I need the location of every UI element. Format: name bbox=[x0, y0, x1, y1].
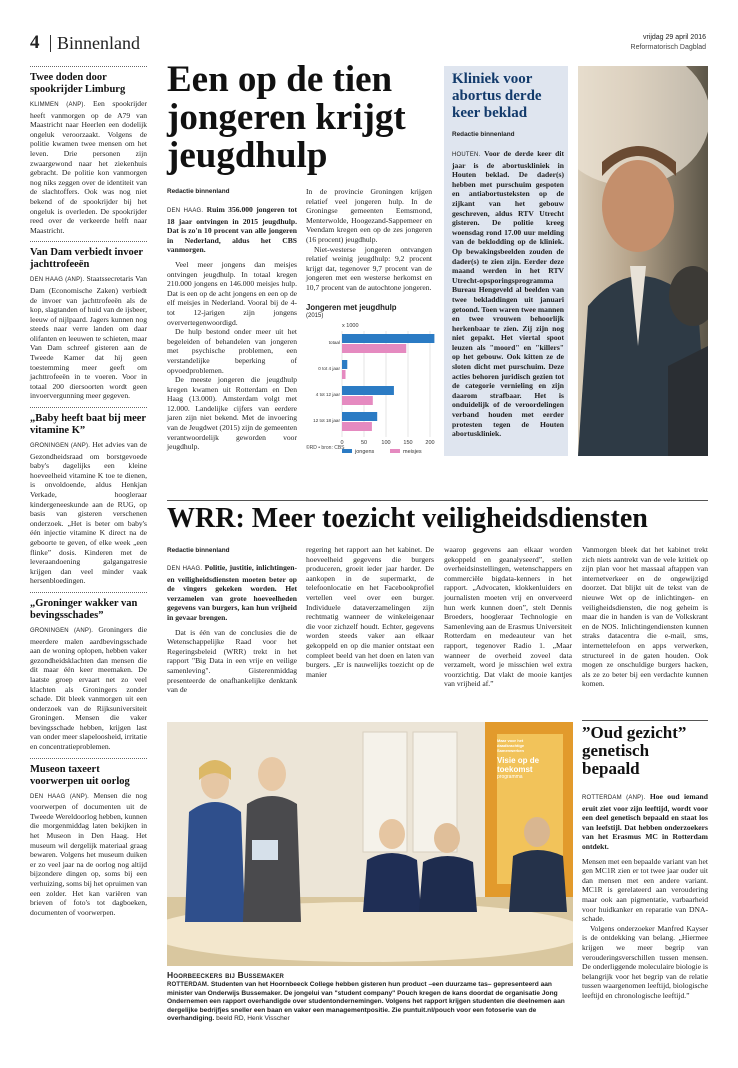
chart-category-label: totaal bbox=[328, 340, 340, 345]
banner-line: daadkrachtige bbox=[497, 743, 525, 748]
chart-tick-label: 50 bbox=[360, 440, 368, 446]
divider bbox=[50, 35, 51, 52]
face-text bbox=[582, 792, 708, 1000]
main-article-col2 bbox=[306, 187, 432, 293]
abortion-headline: Kliniek voor abortus derde keer beklad bbox=[452, 71, 542, 121]
sidebar-rule bbox=[30, 407, 147, 408]
chart-bar-jongens bbox=[342, 412, 377, 421]
sidebar-item bbox=[30, 72, 147, 235]
wrr-paragraph: waarop gegevens aan elkaar worden gekoppeld en geanalyseerd”, stellen overheidsinstellingen, wetenschappers en commerciële bigdata-kenners in het rapport. „Advocaten, klokkenluiders en journalisten moeten vrij en onverveerd hun werk kunnen doen”, stelt Dennis Broeders, hoogleraar Technologie en Samenleving aan de Erasmus Universiteit Rotterdam en medeauteur van het rapport, tegenover Radio 1. „Maar wanneer de overheid zoveel data verzamelt, word je misschien wel extra voorzichtig. Dat vlakt de mooie kantjes van vrijheid af.” bbox=[444, 545, 572, 689]
chart-unit-label: x 1000 bbox=[342, 323, 359, 329]
sidebar-dateline: DEN HAAG (ANP). bbox=[30, 277, 85, 284]
sidebar-rule bbox=[30, 241, 147, 242]
portrait-image bbox=[578, 66, 708, 456]
face-headline: ”Oud gezicht” genetisch bepaald bbox=[582, 723, 687, 778]
sidebar-item bbox=[30, 764, 147, 918]
sidebar-rule bbox=[30, 66, 147, 67]
sidebar-rule bbox=[30, 758, 147, 759]
banner-line: Maar voor het bbox=[497, 738, 524, 743]
chart-bar-meisjes bbox=[342, 422, 372, 431]
chart-tick-label: 100 bbox=[381, 440, 391, 446]
wrr-lead: Politie, justitie, inlichtingen- en veiligheidsdiensten moeten beter op de vingers gekeken worden. Het verzamelen van grote hoeveelheden gegevens van burgers, kan hun vrijheid in gevaar brengen. bbox=[167, 563, 298, 622]
page-header bbox=[30, 32, 706, 56]
sidebar-headline: Twee doden door spookrijder Limburg bbox=[30, 72, 126, 95]
chart-category-label: 4 tot 12 jaar bbox=[315, 392, 340, 397]
chart-plot bbox=[306, 321, 435, 455]
sidebar-headline: „Groninger wakker van bevingsschades” bbox=[30, 597, 138, 621]
abortion-lead: Voor de derde keer dit jaar is de abortuskliniek in Houten beklad. De dader(s) hebben met purschuim gespoten en antiabortusteksten op de zijkant van het gebouw geschreven, aldus RTV Utrecht gisteren. De politie kreeg woensdag rond 17.00 uur melding van de beklodding op de kliniek. Op bewakingsbeelden zouden de dader(s) te zien zijn. Eerder deze maand werden in het RTV Utrecht-opsporingsprogramma Bureau Hengeveld al beelden van twee bekladdingen uit januari getoond. Toen waren twee mannen en twee vrouwen behoorlijk herkenbaar te zien. Zij zijn nog niet gepakt. Het viertal spoot leuzen als "moord" en "killers" op het gebouw. Ook kitten ze de sloten dicht met purschuim. Deze acties behoren juridisch gezien tot de categorie vernieling en zijn daarom strafbaar. Het is onduidelijk of de veroordelingen verband houden met eerder protesten tegen de Houten abortuskliniek. bbox=[452, 149, 565, 439]
wrr-headline: WRR: Meer toezicht veiligheidsdiensten bbox=[167, 503, 648, 534]
banner-line: programma bbox=[497, 774, 523, 780]
sidebar-dateline: GRONINGEN (ANP). bbox=[30, 627, 94, 634]
caption-title: Hoorbeeckers bij Bussemaker bbox=[167, 970, 285, 980]
chart-bar-jongens bbox=[342, 360, 347, 369]
main-paragraph: De meeste jongeren die jeugdhulp kregen kwamen uit Rotterdam en Den Haag (13.000). Amsterdam volgt met 12.000. Landelijke cijfers van eerdere jaren zijn niet bekend. Met de invoering van de Jeugdwet (2015) zijn de gemeenten verantwoordelijk geworden voor jeugdhulp. bbox=[167, 375, 297, 452]
sidebar-text: Een spookrijder heeft vanmorgen op de A79 van Maastricht naar Heerlen een dodelijk ongeluk veroorzaakt. Volgens de politie kwamen twee mensen om het leven. Drie personen zijn zwaargewond naar het ziekenhuis gebracht. De politie kon vanmorgen nog niks zeggen over de identiteit van de slachtoffers. Ook was nog niet bekend of de spookrijder bij het ongeluk is overleden. De spookrijder reed over de verkeerde helft naar Maastricht. bbox=[30, 99, 147, 235]
wrr-paragraph: Dat is één van de conclusies die de Wetenschappelijke Raad voor het Regeringsbeleid (WRR) trekt in het rapport "Big Data in een vrije en veilige samenleving". Gisterenmiddag presenteerde de onafhankelijke denktank van de bbox=[167, 627, 297, 695]
face-paragraph: Volgens onderzoeker Manfred Kayser is de ontdekking van belang. „Hiermee krijgen we meer begrip van verouderingsverschillen tussen mensen. De onderliggende moleculaire biologie is belangrijk voor het begrip van de relatie tussen waargenomen leeftijd, biologische leeftijd en chronologische leeftijd.” bbox=[582, 923, 708, 1000]
main-paragraph: De hulp bestond onder meer uit het begeleiden of behandelen van jongeren met psychische problemen, een verstandelijke beperking of opvoedproblemen. bbox=[167, 327, 297, 375]
paper-name: Reformatorisch Dagblad bbox=[630, 44, 706, 51]
chart-legend-label: meisjes bbox=[403, 449, 422, 455]
chart-tick-label: 200 bbox=[425, 440, 435, 446]
sidebar-headline: „Baby heeft baat bij meer vitamine K” bbox=[30, 413, 146, 437]
main-paragraph: Veel meer jongens dan meisjes ontvingen jeugdhulp. In totaal kregen 210.000 jongens en 146.000 meisjes hulp. Dat is een op de acht jongens en een op de elf meisjes in Nederland. Vooral bij de 4- tot 12-jarigen zijn jongens oververtegenwoordigd. bbox=[167, 259, 297, 327]
sidebar-item bbox=[30, 413, 147, 586]
wrr-col1 bbox=[167, 563, 297, 695]
abortion-dateline: HOUTEN. bbox=[452, 152, 481, 158]
chart-title: Jongeren met jeugdhulp bbox=[306, 303, 397, 312]
main-paragraph: In de provincie Groningen krijgen relatief veel jongeren hulp. In de Groningse gemeenten Eemsmond, Menterwolde, Hoogezand-Sappemeer en Veendam kregen een op de zes jongeren (16 procent) jeugdhulp. bbox=[306, 187, 432, 244]
chart-source: ©RD • bron: CBS bbox=[306, 445, 345, 451]
face-lead: Hoe oud iemand eruit ziet voor zijn leeftijd, wordt voor een deel genetisch bepaald en staat los van leefstijl. Dat hebben onderzoekers van het Erasmus MC in Rotterdam ontdekt. bbox=[582, 792, 708, 851]
sidebar bbox=[30, 66, 147, 1051]
abortion-text bbox=[452, 149, 564, 439]
group-photo bbox=[167, 722, 573, 966]
sidebar-headline: Van Dam verbiedt invoer jachttrofeeën bbox=[30, 247, 143, 271]
wrr-paragraph: Vanmorgen bleek dat het kabinet trekt zich niets aantrekt van de vele kritiek op zijn plan voor het massaal aftappen van internetverkeer en de ongewijzigd doorzet. Dat blijkt uit de tekst van de nieuwe Wet op de inlichtingen- en veiligheidsdiensten, die nog geheim is maar die in handen is van de Volkskrant en de NOS. Inlichtingendiensten kunnen straks datacentra die e-mail, sms, internettelefoon en apps verwerken, structureel in de gaten houden. Ook mogen ze onschuldige burgers hacken, als ze zo beter bij een verdachte kunnen komen. bbox=[582, 545, 708, 689]
sidebar-dateline: KLIMMEN (ANP). bbox=[30, 102, 86, 108]
caption-text: Studenten van het Hoornbeeck College hebben gisteren hun product –een duurzame tas– gepresenteerd aan minister van Onderwijs Bussemaker. De jongelui van "student company" Pouch kregen de kans doordat de organisatie Jong Ondernemen een rapport overhandigde over studentondernemingen. Volgens het rapport krijgen studenten die deelnemen aan dergelijke bedrijfjes sneller een baan en vaker een managementpositie. Zie puntuit.nl/pouch voor een fotoserie van de overhandiging. bbox=[167, 981, 565, 1023]
chart-legend-swatch bbox=[390, 449, 400, 453]
caption-credit: beeld RD, Henk Visscher bbox=[216, 1015, 290, 1023]
sidebar-dateline: GRONINGEN (ANP). bbox=[30, 443, 91, 450]
main-paragraph: Niet-westerse jongeren ontvangen relatief weinig jeugdhulp: 9,2 procent krijgt dat, tegenover 9,7 procent van de jongeren met een westerse herkomst en 10,7 procent van de autochtone jongeren. bbox=[306, 244, 432, 292]
banner-line: Visie op de bbox=[497, 756, 540, 765]
date: vrijdag 29 april 2016 bbox=[642, 34, 706, 41]
caption-dateline: ROTTERDAM. bbox=[167, 982, 209, 988]
section-rule bbox=[167, 500, 708, 501]
wrr-byline: Redactie binnenland bbox=[167, 547, 230, 554]
sidebar-text: Groningers die meerdere malen aardbevingsschade aan de woning oplopen, hebben vaker gezondheidsklachten dan mensen die dit maar één keer meemaken. De laatste groep ervaart net zo veel klachten als Groningers zonder schade. Dit bleek vanmorgen uit een onderzoek van de Rijksuniversiteit Groningen. Mensen die vaker bevingsschade hebben, krijgen last van onder meer slapeloosheid, irritatie en concentratieproblemen. bbox=[30, 624, 148, 752]
sidebar-rule bbox=[30, 592, 147, 593]
chart bbox=[306, 303, 434, 453]
sidebar-dateline: DEN HAAG (ANP). bbox=[30, 793, 90, 800]
chart-legend-label: jongens bbox=[355, 449, 375, 455]
sidebar-text: Staatssecretaris Van Dam (Economische Zaken) verbiedt de invoer van jachttrofeeën als de kop, slagtanden of huid van de ijsbeer, leeuw of nijlpaard. Jagers kunnen nog steeds naar verre landen om daar olifanten en leeuwen te schieten, maar Van Dam schreef gisteren aan de Tweede Kamer dat hij geen toestemming meer geeft om jachttrofeeën in te voeren. Voor in totaal 200 diersoorten wordt geen invoervergunning meer gegeven. bbox=[30, 274, 147, 401]
sidebar-text: Het advies van de Gezondheidsraad om borstgevoede baby's dagelijks een kleine hoeveelheid vitamine K toe te dienen, is onvoldoende, aldus Henkjan Verkade, hoogleraar kindergeneeskunde aan de RUG, op basis van gisteren verschenen onderzoek. „Het is beter om baby's één injectie vitamine K direct na de geboorte te geven, of elke week „een flinke” dosis. Kinderen met de leveraandoening galgangatresie krijgen dan veel minder vaak hersenbloedingen. bbox=[30, 440, 147, 586]
sidebar-item bbox=[30, 247, 147, 401]
chart-category-label: 12 tot 18 jaar bbox=[313, 418, 340, 423]
wrr-col4 bbox=[582, 545, 708, 689]
chart-bar-jongens bbox=[342, 386, 394, 395]
page-number: 4 bbox=[30, 32, 40, 53]
wrr-dateline: DEN HAAG. bbox=[167, 566, 203, 572]
wrr-col2 bbox=[306, 545, 434, 679]
main-byline: Redactie binnenland bbox=[167, 188, 230, 195]
banner-line: toekomst bbox=[497, 765, 533, 774]
wrr-paragraph: regering het rapport aan het kabinet. De hoeveelheid gegevens die burgers produceren, groeit ieder jaar harder. De aankopen in de supermarkt, de telefoonlocatie en het Facebookprofiel vertellen veel over een burger. Individuele dataverzamelingen zijn rechtmatig wanneer de winkeleigenaar die voor zichzelf houdt. Echter, gegevens worden steeds vaker aan elkaar gekoppeld en op die manier ontstaat een compleet beeld van het doen en laten van burgers. „Er is nauwelijks toezicht op de manier bbox=[306, 545, 434, 679]
chart-bar-meisjes bbox=[342, 370, 346, 379]
face-rule bbox=[582, 720, 708, 721]
chart-subtitle: (2015) bbox=[306, 313, 324, 319]
face-paragraph: Mensen met een bepaalde variant van het gen MC1R zien er tot twee jaar ouder uit dan mensen met een andere variant. MC1R is gerelateerd aan veroudering maar ook aan pigmentatie, varbaarheid voor huidkanker en reparatie van DNA-schade. bbox=[582, 856, 708, 924]
chart-tick-label: 150 bbox=[403, 440, 413, 446]
photo-caption bbox=[167, 970, 573, 1024]
wrr-col3 bbox=[444, 545, 572, 689]
portrait-photo bbox=[578, 66, 708, 456]
section-name: Binnenland bbox=[57, 33, 140, 53]
chart-tick-label: 0 bbox=[340, 440, 344, 446]
chart-bar-meisjes bbox=[342, 396, 373, 405]
banner-line: Samenwerken bbox=[497, 748, 524, 753]
chart-bar-meisjes bbox=[342, 344, 406, 353]
face-dateline: ROTTERDAM (ANP). bbox=[582, 795, 646, 801]
chart-bar-jongens bbox=[342, 334, 434, 343]
sidebar-headline: Museon taxeert voorwerpen uit oorlog bbox=[30, 763, 130, 787]
sidebar-item bbox=[30, 598, 147, 752]
sidebar-text: Mensen die nog voorwerpen of documenten uit de Tweede Wereldoorlog hebben, kunnen die morgenmiddag laten bekijken in het Museon in Den Haag. Het museum wil dergelijk materiaal graag bewaren. Volgens het museum duiken er zo veel jaar na de oorlog nog altijd bijzondere dingen op, soms bij een verhuizing, soms bij het opruimen van een zolder. Het kan variëren van brieven of foto's tot dagboeken, documenten of voorwerpen. bbox=[30, 790, 147, 917]
chart-category-label: 0 tot 4 jaar bbox=[318, 366, 340, 371]
main-article-col1 bbox=[167, 205, 297, 452]
main-dateline: DEN HAAG. bbox=[167, 208, 204, 214]
main-headline: Een op de tien jongeren krijgt jeugdhulp bbox=[167, 59, 406, 176]
main-lead: Ruim 356.000 jongeren tot 18 jaar ontvingen in 2015 jeugdhulp. Dat is zo'n 10 procent van alle jongeren in Nederland, aldus het CBS vanmorgen. bbox=[167, 205, 297, 255]
abortion-byline: Redactie binnenland bbox=[452, 131, 515, 138]
banner bbox=[497, 738, 563, 780]
